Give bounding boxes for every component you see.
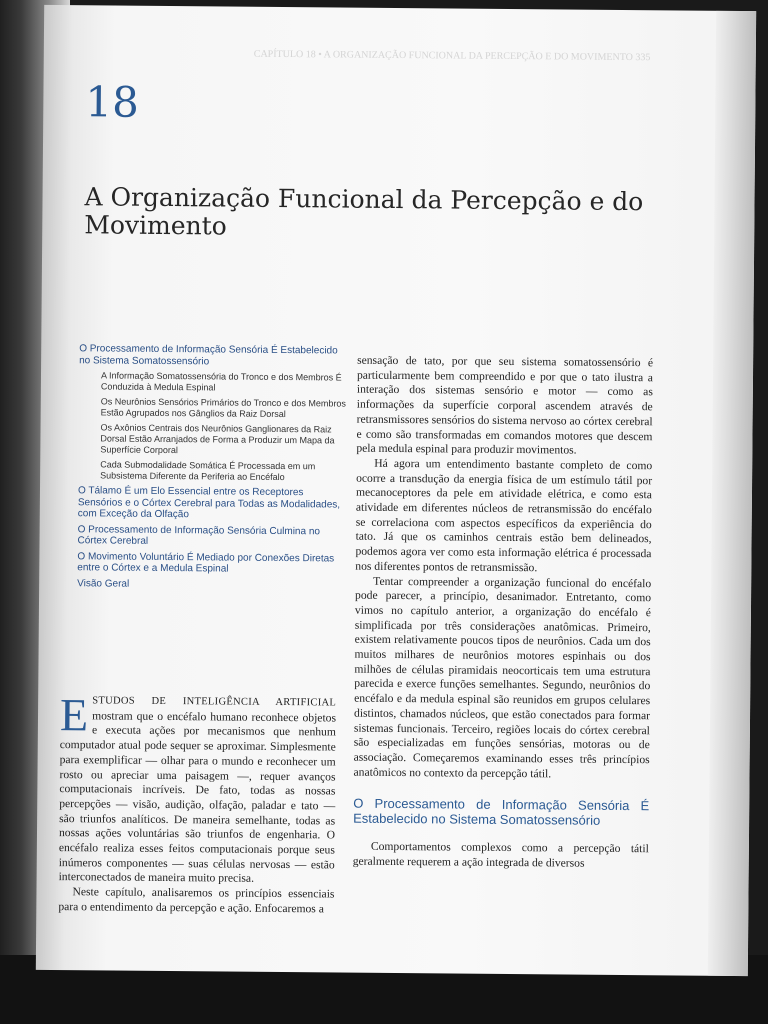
outline-section bbox=[77, 524, 347, 549]
right-column-text bbox=[353, 354, 653, 872]
outline-subheading: A Informação Somatossensória do Tronco e dos Membros É Conduzida à Medula Espinal bbox=[100, 370, 342, 393]
chapter-title: A Organização Funcional da Percepção e do Movimento bbox=[84, 182, 644, 241]
outline-subheading: Cada Submodalidade Somática É Processada em um Subsistema Diferente da Periferia ao Encéfalo bbox=[100, 459, 316, 483]
running-head: CAPÍTULO 18 • A ORGANIZAÇÃO FUNCIONAL DA PERCEPÇÃO E DO MOVIMENTO 335 bbox=[253, 48, 651, 64]
opening-smallcaps: STUDOS DE INTELIGÊNCIA ARTIFICIAL bbox=[92, 695, 337, 709]
outline-subheading: Os Neurônios Sensórios Primários do Tronco e dos Membros Estão Agrupados nos Gânglios da Raiz Dorsal bbox=[100, 396, 346, 420]
outline-heading: O Movimento Voluntário É Mediado por Conexões Diretas entre o Córtex e a Medula Espinal bbox=[77, 550, 335, 575]
section-heading: O Processamento de Informação Sensória É Estabelecido no Sistema Somatossensório bbox=[353, 796, 650, 829]
outline-heading: O Processamento de Informação Sensória Culmina no Córtex Cerebral bbox=[77, 523, 321, 547]
page-stack-edge bbox=[708, 11, 756, 976]
chapter-outline bbox=[77, 343, 349, 595]
outline-section bbox=[77, 551, 347, 576]
paragraph: Neste capítulo, analisaremos os princípios essenciais para o entendimento da percepção e ação. Enfocaremos a bbox=[58, 885, 335, 916]
outline-subheading: Os Axônios Centrais dos Neurônios Ganglionares da Raiz Dorsal Estão Arranjados de Forma a Produzir um Mapa da Superfície Corporal bbox=[100, 422, 335, 456]
left-column-text bbox=[58, 689, 337, 917]
drop-cap: E bbox=[59, 689, 89, 741]
opening-text: mostram que o encéfalo humano reconhece objetos e executa ações por mecanismos que nenhum computador atual pode sequer se aproximar. Simplesmente para exemplificar — olhar para o mundo e reconhecer um rosto ou apreciar uma paisagem —, requer avanços computacionais incríveis. De fato, todas as nossas percepções — visão, audição, olfação, paladar e tato — são triunfos analíticos. De maneira semelhante, todas as nossas ações voluntárias são triunfos de engenharia. O encéfalo realiza esses feitos computacionais porque seus inúmeros componentes — suas células nervosas — estão interconectados de maneira muito precisa. bbox=[58, 709, 337, 886]
outline-heading: O Tálamo É um Elo Essencial entre os Receptores Sensórios e o Córtex Cerebral para Todas as Modalidades, com Exceção da Olfação bbox=[77, 485, 341, 521]
opening-paragraph bbox=[58, 689, 337, 888]
paragraph: Há agora um entendimento bastante completo de como ocorre a transdução da energia física de um estímulo tátil por mecanoceptores da pele em atividade elétrica, e como esta atividade em diferentes núcleos de retransmissão do encéfalo se correlaciona com aspectos específicos da experiência do tato. Já que os caminhos centrais estão bem delineados, podemos agora ver como esta informação elétrica é processada nos diferentes pontos de retransmissão. bbox=[355, 456, 653, 575]
chapter-number: 18 bbox=[85, 77, 140, 127]
outline-section bbox=[78, 485, 348, 522]
paragraph: sensação de tato, por que seu sistema somatossensório é particularmente bem compreendido e por que o tato ilustra a interação dos sistemas sensório e motor — como as informações da superfície corporal ascendem através de retransmissores sensórios do sistema nervoso ao córtex cerebral e como são transformadas em comandos motores que descem pela medula espinal para produzir movimentos. bbox=[356, 353, 654, 457]
book-page bbox=[36, 5, 756, 976]
paragraph: Tentar compreender a organização funcional do encéfalo pode parecer, a princípio, desanimador. Entretanto, como vimos no capítulo anterior, a organização do encéfalo é simplificada por três considerações anatômicas. Primeiro, existem relativamente poucos tipos de neurônios. Cada um dos muitos milhares de neurônios motores espinhais ou dos milhões de células piramidais neocorticais tem uma estrutura parecida e exerce funções semelhantes. Segundo, neurônios do encéfalo e da medula espinal são reunidos em grupos celulares distintos, chamados núcleos, que estão conectados para formar sistemas funcionais. Terceiro, regiões locais do córtex cerebral são especializadas em funções sensórias, motoras ou de associação. Começaremos examinando esses três princípios anatômicos no contexto da percepção tátil. bbox=[353, 574, 652, 781]
paragraph: Comportamentos complexos como a percepção tátil geralmente requerem a ação integrada de diversos bbox=[352, 840, 649, 870]
outline-heading: Visão Geral bbox=[77, 577, 130, 590]
outline-section bbox=[77, 578, 347, 592]
outline-section bbox=[78, 343, 349, 483]
outline-heading: O Processamento de Informação Sensória É Estabelecido no Sistema Somatossensório bbox=[79, 343, 338, 367]
